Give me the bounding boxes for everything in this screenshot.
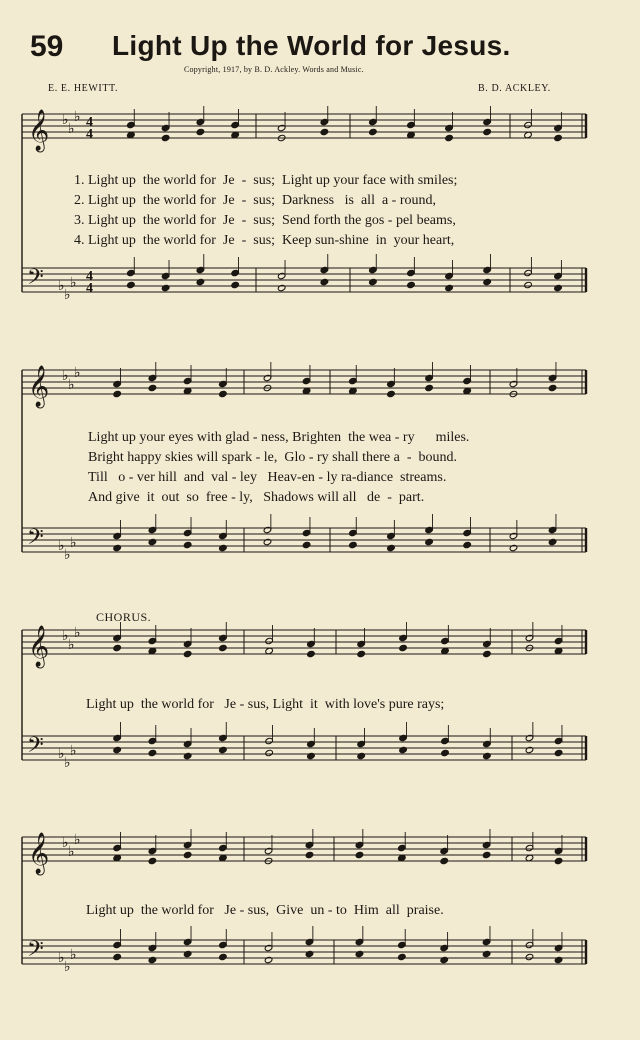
note-head — [219, 644, 228, 651]
flat-icon: ♭ — [74, 109, 81, 125]
note-head — [196, 278, 205, 285]
note-head — [148, 538, 157, 545]
composer-credit: B. D. ACKLEY. — [478, 83, 551, 94]
verse-1-line-a: 1. Light up the world for Je - sus; Light up your face with smiles; — [74, 173, 458, 188]
note-head — [305, 950, 314, 957]
treble-clef-icon: 𝄞 — [28, 366, 50, 407]
note-head — [161, 134, 170, 141]
note-head — [525, 953, 534, 960]
lyricist-credit: E. E. HEWITT. — [48, 83, 119, 94]
bass-clef-icon: 𝄢 — [27, 937, 44, 967]
note-head — [525, 746, 534, 753]
note-head — [369, 278, 378, 285]
flat-icon: ♭ — [70, 535, 77, 551]
note-head — [554, 956, 563, 963]
note-head — [183, 950, 192, 957]
note-head — [161, 284, 170, 291]
note-head — [219, 544, 228, 551]
flat-icon: ♭ — [70, 275, 77, 291]
time-signature: 4 — [86, 281, 93, 296]
note-head — [196, 128, 205, 135]
note-head — [445, 284, 454, 291]
flat-icon: ♭ — [62, 628, 69, 644]
note-head — [554, 857, 563, 864]
bass-clef-icon: 𝄢 — [27, 265, 44, 295]
flat-icon: ♭ — [64, 755, 71, 771]
note-head — [554, 749, 563, 756]
copyright-notice: Copyright, 1917, by B. D. Ackley. Words and Music. — [184, 65, 364, 74]
note-head — [407, 281, 416, 288]
note-head — [425, 538, 434, 545]
note-head — [483, 752, 492, 759]
note-head — [219, 953, 228, 960]
note-head — [548, 384, 557, 391]
note-head — [148, 956, 157, 963]
flat-icon: ♭ — [74, 832, 81, 848]
note-head — [355, 851, 364, 858]
note-head — [509, 544, 518, 551]
verse-2-line-b: Bright happy skies will spark - le, Glo - ry shall there a - bound. — [88, 450, 457, 465]
note-head — [463, 541, 472, 548]
note-head — [265, 749, 274, 756]
note-head — [113, 390, 122, 397]
hymn-title: Light Up the World for Jesus. — [112, 30, 511, 61]
note-head — [127, 281, 136, 288]
verse-1-line-b: Light up your eyes with glad - ness, Brighten the wea - ry miles. — [88, 430, 470, 445]
flat-icon: ♭ — [64, 287, 71, 303]
note-head — [387, 544, 396, 551]
flat-icon: ♭ — [64, 959, 71, 975]
note-head — [399, 746, 408, 753]
note-head — [440, 956, 449, 963]
note-head — [307, 650, 316, 657]
note-head — [320, 128, 329, 135]
treble-clef-icon: 𝄞 — [28, 833, 50, 874]
note-head — [148, 384, 157, 391]
note-head — [482, 851, 491, 858]
note-head — [277, 284, 286, 291]
note-head — [231, 281, 240, 288]
note-head — [264, 956, 273, 963]
verse-3-line-a: 3. Light up the world for Je - sus; Send forth the gos - pel beams, — [74, 213, 456, 228]
note-head — [113, 544, 122, 551]
flat-icon: ♭ — [58, 278, 65, 294]
note-head — [219, 390, 228, 397]
treble-clef-icon: 𝄞 — [28, 626, 50, 667]
note-head — [482, 950, 491, 957]
note-head — [387, 390, 396, 397]
note-head — [554, 134, 563, 141]
flat-icon: ♭ — [62, 835, 69, 851]
flat-icon: ♭ — [70, 743, 77, 759]
note-head — [320, 278, 329, 285]
note-head — [307, 752, 316, 759]
flat-icon: ♭ — [68, 637, 75, 653]
flat-icon: ♭ — [74, 365, 81, 381]
note-head — [305, 851, 314, 858]
note-head — [302, 541, 311, 548]
bass-clef-icon: 𝄢 — [27, 733, 44, 763]
flat-icon: ♭ — [68, 377, 75, 393]
verse-4-line-b: And give it out so free - ly, Shadows will all de - part. — [88, 490, 425, 505]
note-head — [425, 384, 434, 391]
note-head — [483, 128, 492, 135]
chorus-line-2: Light up the world for Je - sus, Give un - to Him all praise. — [86, 903, 444, 918]
note-head — [355, 950, 364, 957]
flat-icon: ♭ — [62, 112, 69, 128]
note-head — [183, 650, 192, 657]
flat-icon: ♭ — [74, 625, 81, 641]
note-head — [219, 746, 228, 753]
verse-4-line-a: 4. Light up the world for Je - sus; Keep sun-shine in your heart, — [74, 233, 455, 248]
flat-icon: ♭ — [62, 368, 69, 384]
note-head — [548, 538, 557, 545]
time-signature: 4 — [86, 269, 93, 284]
note-head — [263, 538, 272, 545]
note-head — [183, 851, 192, 858]
note-head — [554, 284, 563, 291]
note-head — [113, 746, 122, 753]
note-head — [357, 752, 366, 759]
flat-icon: ♭ — [58, 538, 65, 554]
note-head — [483, 278, 492, 285]
flat-icon: ♭ — [68, 121, 75, 137]
note-head — [349, 541, 358, 548]
chorus-line-1: Light up the world for Je - sus, Light it with love's pure rays; — [86, 697, 445, 712]
note-head — [445, 134, 454, 141]
note-head — [524, 281, 533, 288]
bass-clef-icon: 𝄢 — [27, 525, 44, 555]
note-head — [113, 953, 122, 960]
note-head — [441, 749, 450, 756]
flat-icon: ♭ — [68, 844, 75, 860]
note-head — [148, 857, 157, 864]
note-head — [183, 541, 192, 548]
flat-icon: ♭ — [70, 947, 77, 963]
note-head — [369, 128, 378, 135]
time-signature: 4 — [86, 127, 93, 142]
note-head — [398, 953, 407, 960]
note-head — [399, 644, 408, 651]
treble-clef-icon: 𝄞 — [28, 110, 50, 151]
verse-2-line-a: 2. Light up the world for Je - sus; Darkness is all a - round, — [74, 193, 436, 208]
verse-3-line-b: Till o - ver hill and val - ley Heav-en - ly ra-diance streams. — [88, 470, 447, 485]
flat-icon: ♭ — [58, 950, 65, 966]
note-head — [113, 644, 122, 651]
note-head — [440, 857, 449, 864]
flat-icon: ♭ — [64, 547, 71, 563]
note-head — [148, 749, 157, 756]
note-head — [183, 752, 192, 759]
time-signature: 4 — [86, 115, 93, 130]
chorus-label: CHORUS. — [96, 610, 152, 624]
flat-icon: ♭ — [58, 746, 65, 762]
note-head — [483, 650, 492, 657]
note-head — [357, 650, 366, 657]
hymn-number: 59 — [30, 30, 64, 63]
